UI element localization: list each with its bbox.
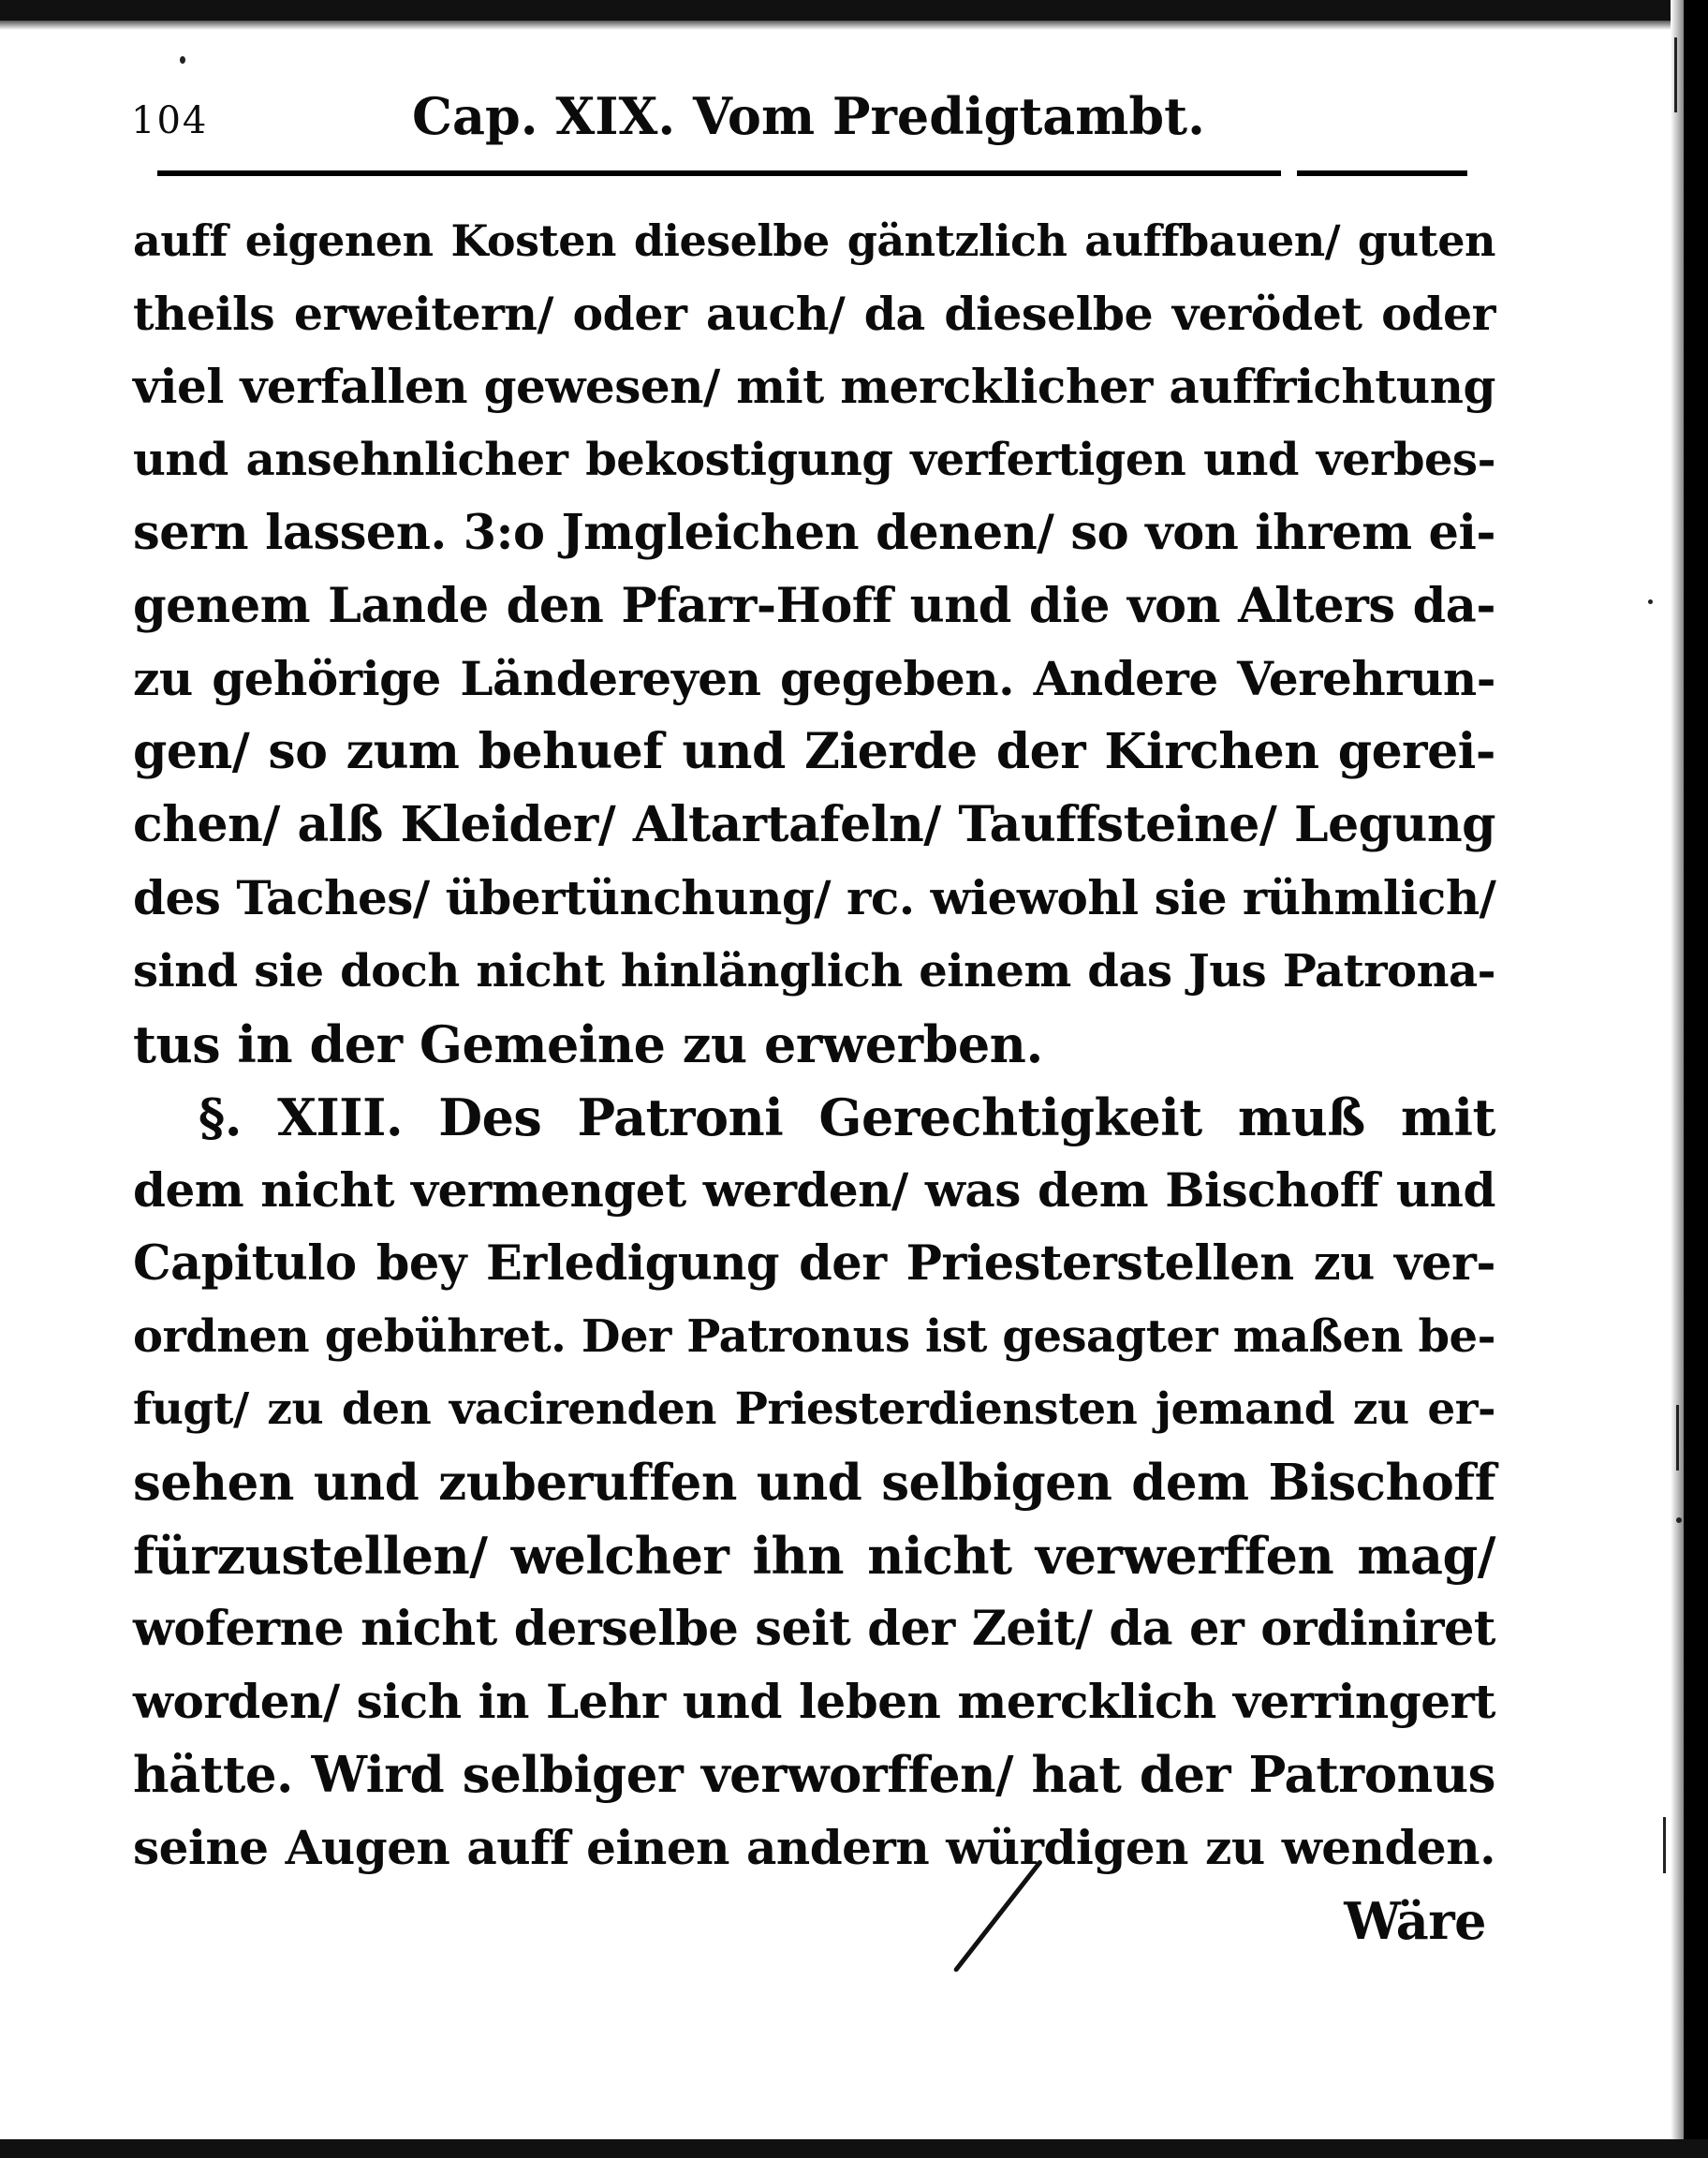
gutter-mark [1676,1405,1679,1471]
text-line: ordnen gebühret. Der Patronus ist gesagter maßen be- [133,1310,1495,1363]
gutter-mark [1674,37,1677,112]
text-line: worden/ sich in Lehr und leben mercklich verringert [133,1674,1495,1729]
text-line: theils erweitern/ oder auch/ da dieselbe verödet oder [133,287,1495,341]
text-line: woferne nicht derselbe seit der Zeit/ da er ordiniret [133,1601,1495,1657]
text-line: gen/ so zum behuef und Zierde der Kirchen gerei- [133,723,1495,780]
text-line: sind sie doch nicht hinlänglich einem das Jus Patrona- [133,945,1495,998]
header-rule [1297,170,1467,176]
text-line: chen/ alß Kleider/ Altartafeln/ Tauffsteine/ Legung [133,796,1495,853]
text-line: zu gehörige Ländereyen gegeben. Andere Verehrun- [133,651,1495,706]
ink-speck [1676,1517,1682,1523]
running-head: Cap. XIX. Vom Predigtambt. [412,86,1205,146]
text-line: fugt/ zu den vacirenden Priesterdiensten jemand zu er- [133,1383,1495,1435]
ink-speck [180,56,185,64]
text-line: Capitulo bey Erledigung der Priesterstellen zu ver- [133,1235,1495,1292]
scan-border-top-shadow [0,21,1708,30]
text-line: auff eigenen Kosten dieselbe gäntzlich auffbauen/ guten [133,215,1495,266]
text-line: tus in der Gemeine zu erwerben. [133,1014,1043,1074]
text-line: hätte. Wird selbiger verworffen/ hat der Patronus [133,1746,1495,1804]
text-line: sehen und zuberuffen und selbigen dem Bischoff [133,1454,1495,1512]
header-rule [157,170,1281,176]
scan-border-right [1684,0,1708,2158]
body-text [133,204,1495,1958]
section-heading-line: §. XIII. Des Patroni Gerechtigkeit muß mit [199,1087,1495,1147]
scan-border-top [0,0,1708,21]
text-line: fürzustellen/ welcher ihn nicht verwerffen mag/ [133,1526,1495,1586]
text-line: dem nicht vermenget werden/ was dem Bischoff und [133,1162,1495,1218]
text-line: des Taches/ übertünchung/ rc. wiewohl sie rühmlich/ [133,870,1496,925]
text-line: und ansehnlicher bekostigung verfertigen und verbes- [133,434,1495,486]
gutter-mark [1663,1817,1666,1873]
text-line: genem Lande den Pfarr-Hoff und die von Alters da- [133,578,1495,634]
page-header [131,86,1461,152]
catchword: Wäre [1344,1891,1486,1951]
ink-speck [1648,599,1653,604]
text-line: sern lassen. 3:o Jmgleichen denen/ so von ihrem ei- [133,505,1495,561]
text-line: seine Augen auff einen andern würdigen zu wenden. [133,1820,1495,1875]
text-line: viel verfallen gewesen/ mit mercklicher auffrichtung [133,359,1495,414]
scan-border-bottom [0,2139,1708,2158]
scan-border-right-shadow [1671,0,1684,2158]
page-number: 104 [131,99,209,142]
